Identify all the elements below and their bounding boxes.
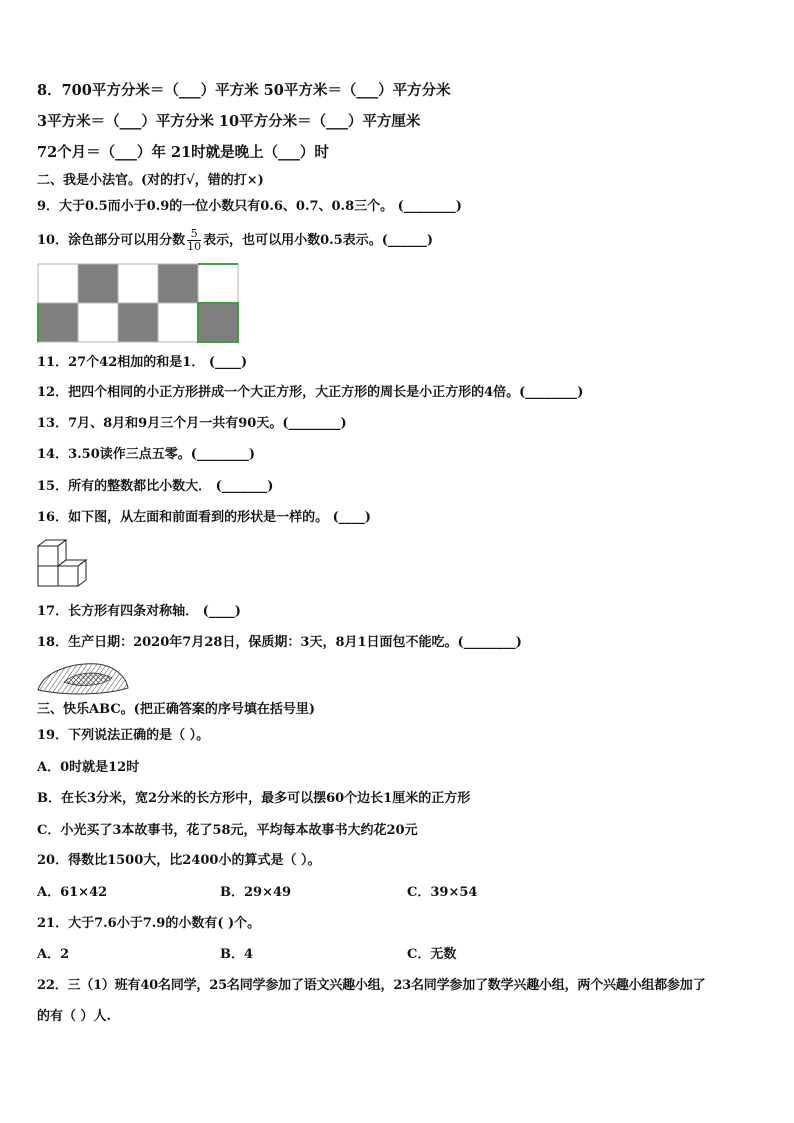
grid-cell	[78, 303, 118, 342]
q20-option-c: C．39×54	[407, 885, 478, 900]
q20: 20．得数比1500大，比2400小的算式是（ ）。	[37, 853, 321, 868]
grid-cell	[158, 303, 198, 342]
q10	[37, 228, 433, 253]
q19-option-b: B．在长3分米，宽2分米的长方形中，最多可以摆60个边长1厘米的正方形	[37, 791, 471, 806]
grid-cell	[78, 264, 118, 303]
q10-suffix: 表示，也可以用小数0.5表示。(______)	[203, 233, 434, 248]
q21-option-a: A．2	[37, 947, 70, 962]
q9: 9．大于0.5而小于0.9的一位小数只有0.6、0.7、0.8三个。 (________)	[37, 199, 462, 214]
grid-cell	[198, 264, 238, 303]
fraction	[187, 228, 201, 253]
section-3-heading: 三、快乐ABC。(把正确答案的序号填在括号里)	[37, 702, 315, 717]
q18: 18．生产日期：2020年7月28日，保质期：3天，8月1日面包不能吃。(________)	[37, 635, 522, 650]
section-2-heading: 二、我是小法官。(对的打√，错的打×)	[37, 173, 264, 188]
q11: 11．27个42相加的和是1． (____)	[37, 355, 248, 370]
grid-cell	[118, 264, 158, 303]
fraction-denominator: 10	[187, 240, 202, 253]
q16: 16．如下图，从左面和前面看到的形状是一样的。 (____)	[37, 510, 371, 525]
q19-option-a: A．0时就是12时	[37, 760, 140, 775]
grid-cell	[198, 303, 238, 342]
q22-line-1: 22．三（1）班有40名同学，25名同学参加了语文兴趣小组，23名同学参加了数学兴趣小组，两个兴趣小组都参加了	[37, 978, 706, 993]
fraction-numerator: 5	[187, 228, 201, 241]
grid-cell	[118, 303, 158, 342]
q21: 21．大于7.6小于7.9的小数有( )个。	[37, 916, 261, 931]
q21-option-b: B．4	[220, 947, 254, 962]
q21-option-c: C．无数	[407, 947, 457, 962]
q20-option-a: A．61×42	[37, 885, 108, 900]
cube-stack-figure	[36, 538, 90, 590]
q20-option-b: B．29×49	[220, 885, 292, 900]
grid-cell	[38, 264, 78, 303]
q14: 14．3.50读作三点五零。(________)	[37, 447, 256, 462]
q15: 15．所有的整数都比小数大． (_______)	[37, 479, 274, 494]
grid-cell	[158, 264, 198, 303]
q10-prefix: 10．涂色部分可以用分数	[37, 233, 186, 248]
q8c: 72个月＝（___）年 21时就是晚上（___）时	[37, 144, 329, 161]
q19-option-c: C．小光买了3本故事书，花了58元，平均每本故事书大约花20元	[37, 823, 418, 838]
q19: 19．下列说法正确的是（ ）。	[37, 728, 210, 743]
q17: 17．长方形有四条对称轴． (____)	[37, 604, 241, 619]
q22-line-2: 的有（ ）人.	[37, 1009, 112, 1024]
shaded-grid-figure	[36, 262, 242, 344]
q8a: 8．700平方分米＝（___）平方米 50平方米＝（___）平方分米	[37, 82, 451, 99]
q13: 13．7月、8月和9月三个月一共有90天。(________)	[37, 416, 347, 431]
bread-icon	[36, 660, 130, 696]
grid-cell	[38, 303, 78, 342]
q8b: 3平方米＝（___）平方分米 10平方分米＝（___）平方厘米	[37, 113, 421, 130]
q12: 12．把四个相同的小正方形拼成一个大正方形，大正方形的周长是小正方形的4倍。(________)	[37, 385, 584, 400]
